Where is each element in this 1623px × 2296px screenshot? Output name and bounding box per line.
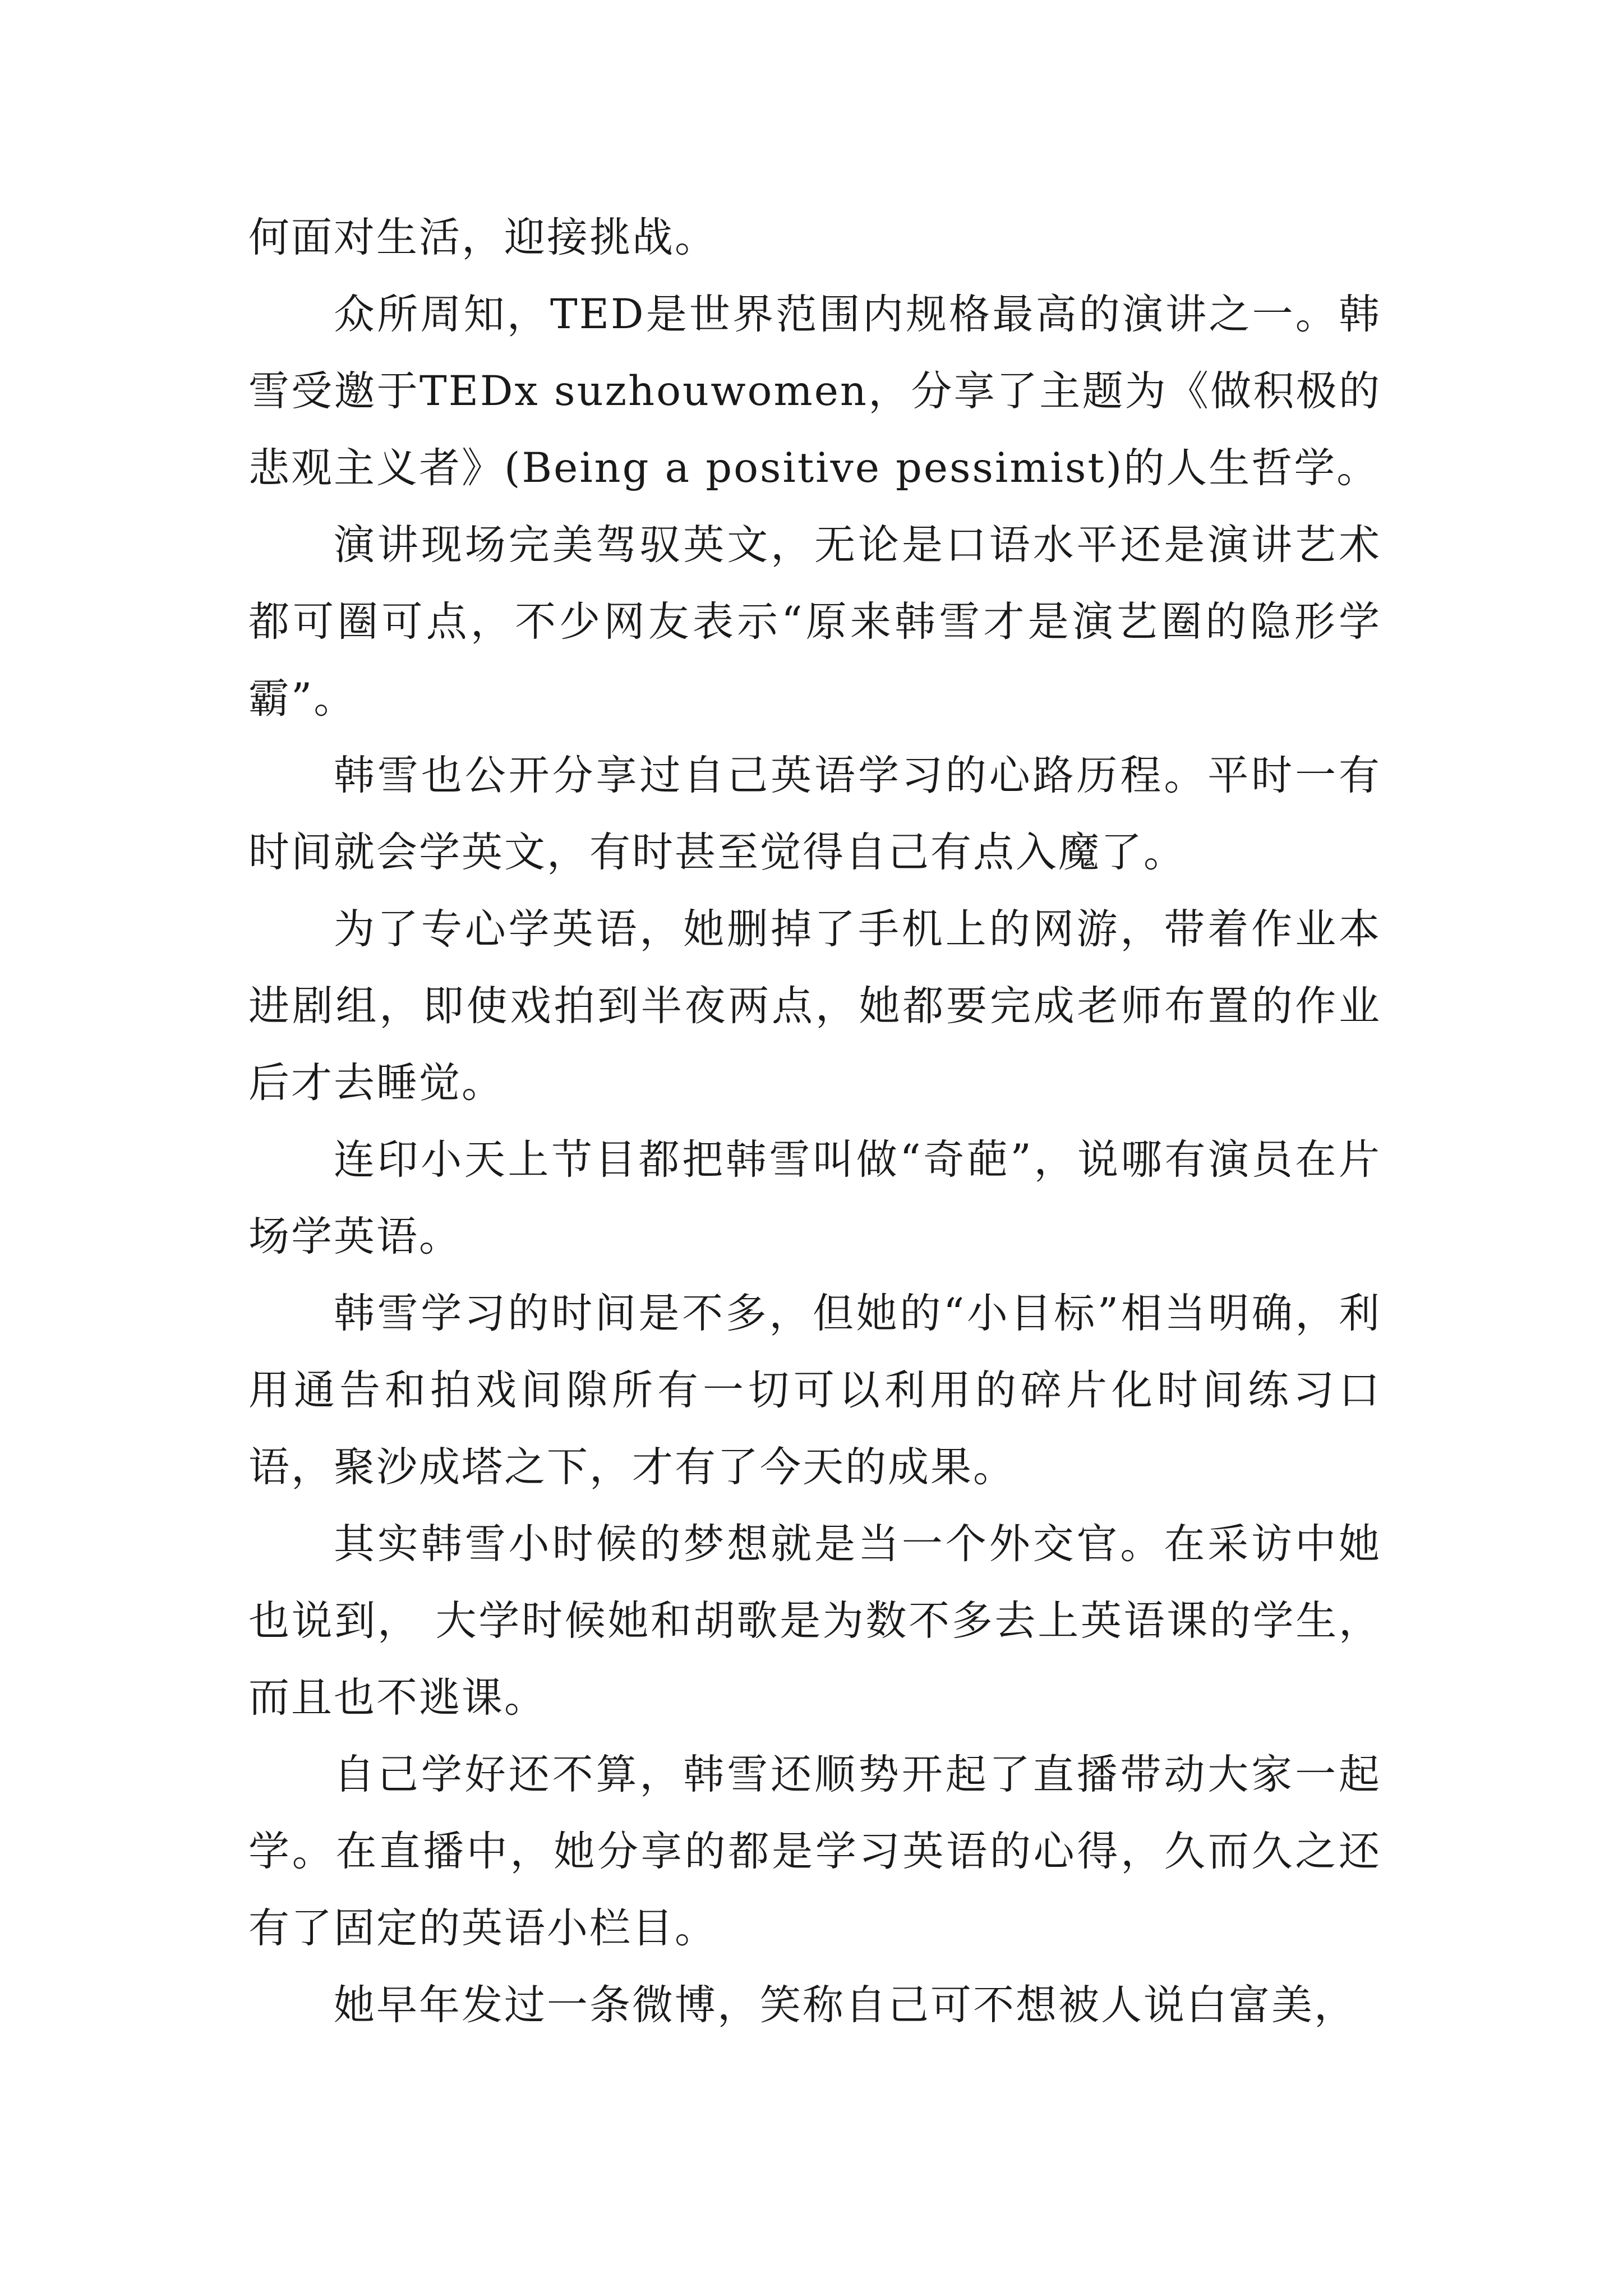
paragraph-small-goal: 韩雪学习的时间是不多，但她的“小目标”相当明确，利用通告和拍戏间隙所有一切可以利用的碎片化时间练习口语，聚沙成塔之下，才有了今天的成果。	[248, 1290, 1381, 1491]
document-body	[248, 199, 1381, 2044]
paragraph-continuation: 何面对生活，迎接挑战。	[248, 214, 717, 261]
paragraph-ted-intro: 众所周知，TED是世界范围内规格最高的演讲之一。韩雪受邀于TEDx suzhouwomen，分享了主题为《做积极的悲观主义者》(Being a positive pessimist)的人生哲学。	[248, 291, 1381, 492]
paragraph-weibo: 她早年发过一条微博，笑称自己可不想被人说白富美，	[334, 1981, 1357, 2029]
paragraph-yin-xiaotian: 连印小天上节目都把韩雪叫做“奇葩”，说哪有演员在片场学英语。	[248, 1136, 1381, 1260]
paragraph-homework-on-set: 为了专心学英语，她删掉了手机上的网游，带着作业本进剧组，即使戏拍到半夜两点，她都要完成老师布置的作业后才去睡觉。	[248, 905, 1381, 1107]
paragraph-diplomat-dream: 其实韩雪小时候的梦想就是当一个外交官。在采访中她也说到， 大学时候她和胡歌是为数不多去上英语课的学生，而且也不逃课。	[248, 1520, 1381, 1722]
paragraph-learning-journey: 韩雪也公开分享过自己英语学习的心路历程。平时一有时间就会学英文，有时甚至觉得自己有点入魔了。	[248, 752, 1381, 876]
paragraph-live-stream: 自己学好还不算，韩雪还顺势开起了直播带动大家一起学。在直播中，她分享的都是学习英语的心得，久而久之还有了固定的英语小栏目。	[248, 1751, 1381, 1952]
paragraph-speech-english: 演讲现场完美驾驭英文，无论是口语水平还是演讲艺术都可圈可点，不少网友表示“原来韩雪才是演艺圈的隐形学霸”。	[248, 521, 1381, 723]
